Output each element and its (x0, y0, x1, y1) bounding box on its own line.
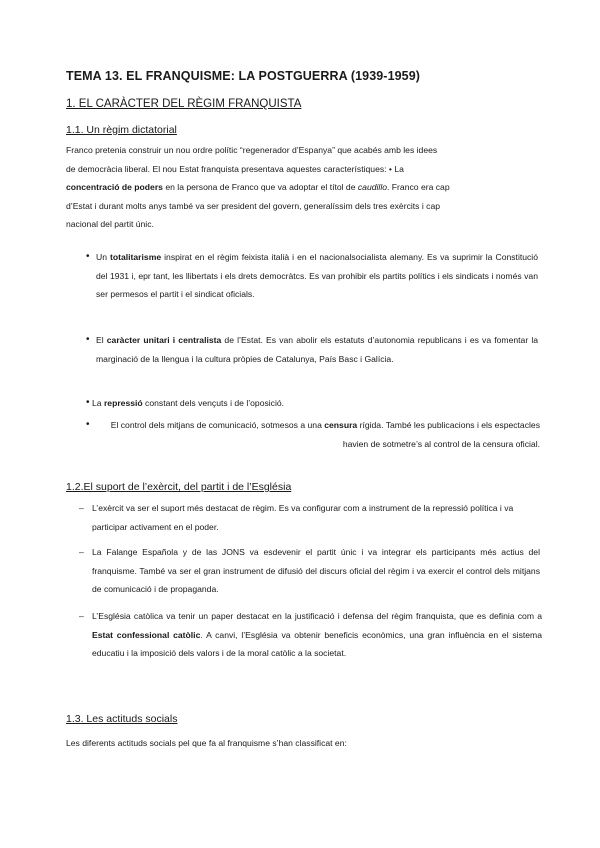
intro-line-4: d’Estat i durant molts anys també va ser president del govern, generalíssim dels tres exèrcits i cap (66, 200, 441, 211)
closing-paragraph (66, 734, 536, 753)
item-bold: repressió (103, 398, 143, 408)
item-lead: La (92, 398, 104, 408)
intro-bold: concentració de poders (66, 182, 163, 193)
item-text: L’exèrcit va ser el suport més destacat de règim. Es va configurar com a instrument de la repressió política i va participar activament en el poder. (92, 503, 514, 532)
bullet-icon: • (86, 251, 90, 262)
item-text: La Falange Española y de las JONS va esdevenir el partit únic i va integrar els participants més actius del franquisme. També va ser el gran instrument de difusió del discurs oficial del règim i va exercir el control dels mitjans de comunicació i de propaganda. (92, 547, 540, 595)
list-item-text (92, 499, 522, 536)
dash-icon: – (79, 611, 84, 621)
intro-paragraph (66, 141, 536, 234)
subsection-heading-1-2: 1.2.El suport de l’exèrcit, del partit i de l’Església (66, 481, 292, 493)
item-text-end: . A canvi, l’Església va obtenir beneficis econòmics, una gran influència en el sistema educatiu i la imposició dels valors i de la moral catòlic a la societat. (92, 629, 542, 659)
intro-line-3-end: . Franco era cap (387, 182, 450, 193)
item-lead: El (96, 335, 107, 345)
dash-icon: – (79, 547, 84, 557)
bullet-icon: • (86, 397, 90, 408)
document-title: TEMA 13. EL FRANQUISME: LA POSTGUERRA (1939-1959) (66, 69, 421, 83)
bullet-icon: • (86, 334, 90, 345)
list-item-text (92, 394, 538, 413)
item-rest: rígida. També les publicacions i els espectacles havien de sotmetre’s al control de la censura oficial. (342, 420, 540, 449)
item-lead: El control dels mitjans de comunicació, sotmesos a una (110, 420, 325, 430)
section-heading-1: 1. EL CARÀCTER DEL RÈGIM FRANQUISTA (66, 98, 302, 110)
list-item-text (92, 607, 542, 663)
closing-line: Les diferents actituds socials pel que fa al franquisme s’han classificat en: (66, 738, 347, 748)
subsection-heading-1-3: 1.3. Les actituds socials (66, 713, 178, 725)
list-item-text (96, 248, 538, 304)
bullet-icon: • (86, 419, 90, 430)
item-bold: censura (324, 420, 358, 430)
item-lead: Un (96, 252, 111, 262)
item-rest: de l’Estat. Es van abolir els estatuts d’autonomia republicans i es va fomentar la marginació de la llengua i la cultura pròpies de Catalunya, País Basc i Galícia. (96, 335, 539, 364)
intro-line-2: de democràcia liberal. El nou Estat franquista presentava aquestes característiques: • La (66, 163, 404, 174)
intro-line-5: nacional del partit únic. (66, 219, 154, 230)
list-item-text (96, 331, 538, 368)
intro-line-3-rest: en la persona de Franco que va adoptar el títol de (162, 182, 358, 193)
intro-italic: caudillo (357, 182, 388, 193)
intro-line-3 (66, 178, 536, 197)
item-text: L’Església catòlica va tenir un paper destacat en la justificació i defensa del règim franquista, que es definia com a (92, 611, 542, 621)
item-rest: constant dels vençuts i de l’oposició. (142, 398, 285, 408)
dash-icon: – (79, 503, 84, 513)
item-bold: totalitarisme (110, 252, 162, 262)
item-rest: inspirat en el règim feixista italià i en el nacionalsocialista alemany. Es va suprimir la Constitució del 1931 i, epr tant, les llibertats i els drets democràtcs. Es van prohibir els partits polítics i els sindicats i només van ser permesos el partit i el sindicat oficials. (96, 252, 538, 300)
list-item-text (92, 416, 540, 453)
intro-line-1: Franco pretenia construir un nou ordre polític “regenerador d’Espanya” que acabés amb les idees (66, 145, 438, 155)
item-bold: Estat confessional catòlic (92, 629, 201, 640)
subsection-heading-1-1: 1.1. Un règim dictatorial (66, 124, 177, 136)
list-item-text (92, 543, 540, 599)
item-bold: caràcter unitari i centralista (106, 335, 222, 345)
